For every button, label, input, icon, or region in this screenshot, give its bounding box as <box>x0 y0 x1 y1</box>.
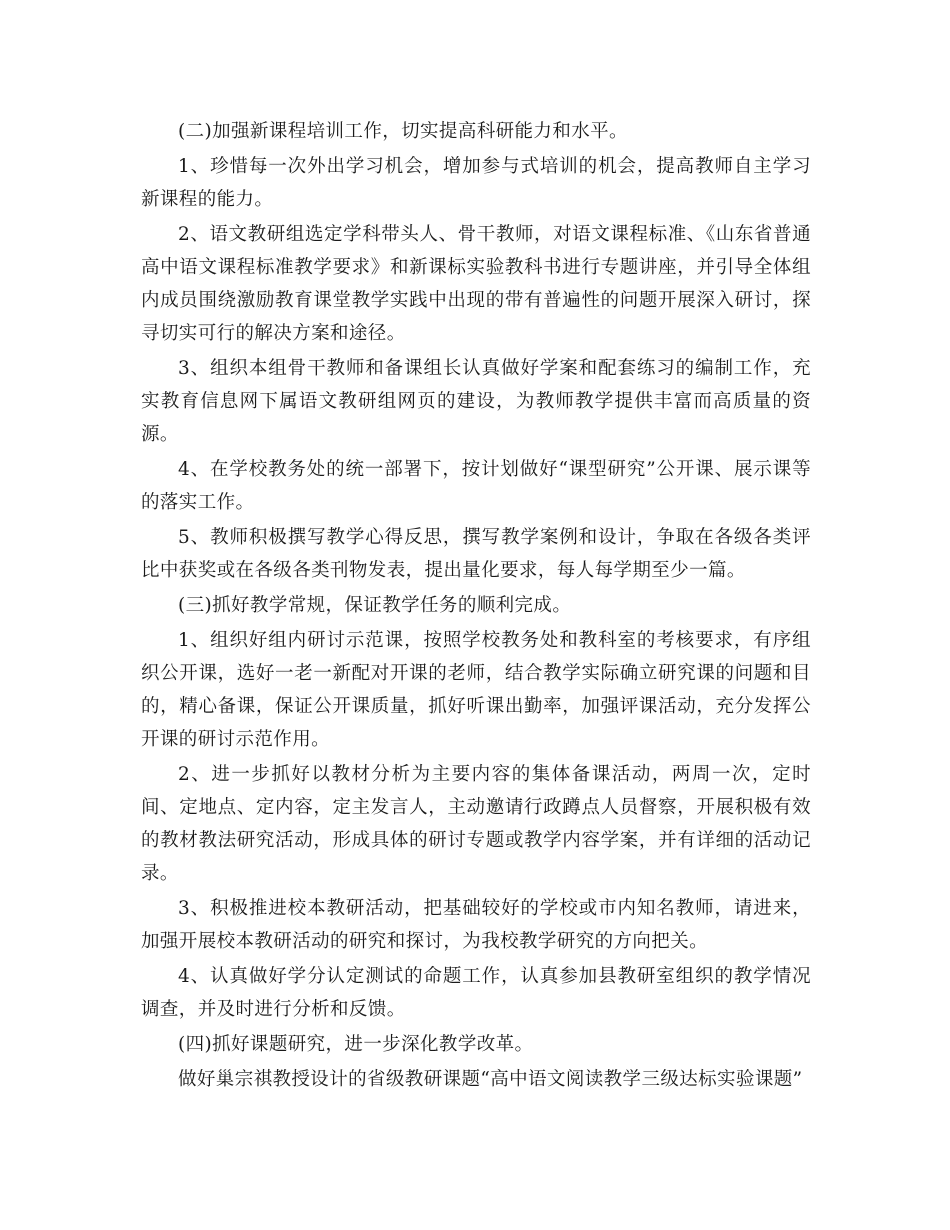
paragraph: 4、在学校教务处的统一部署下，按计划做好“课型研究”公开课、展示课等的落实工作。 <box>141 459 811 513</box>
paragraph: 2、进一步抓好以教材分析为主要内容的集体备课活动，两周一次，定时间、定地点、定内容，定主发言人，主动邀请行政蹲点人员督察，开展积极有效的教材教法研究活动，形成具体的研讨专题或教学内容学案，并有详细的活动记录。 <box>141 764 811 884</box>
paragraph: 1、珍惜每一次外出学习机会，增加参与式培训的机会，提高教师自主学习新课程的能力。 <box>141 156 811 210</box>
paragraph: 2、语文教研组选定学科带头人、骨干教师，对语文课程标准、《山东省普通高中语文课程标准教学要求》和新课标实验教科书进行专题讲座，并引导全体组内成员围绕激励教育课堂教学实践中出现的带有普遍性的问题开展深入研讨，探寻切实可行的解决方案和途径。 <box>141 224 811 344</box>
paragraph: 1、组织好组内研讨示范课，按照学校教务处和教科室的考核要求，有序组织公开课，选好一老一新配对开课的老师，结合教学实际确立研究课的问题和目的，精心备课，保证公开课质量，抓好听课出勤率，加强评课活动，充分发挥公开课的研讨示范作用。 <box>141 630 811 750</box>
section-heading-4: (四)抓好课题研究，进一步深化教学改革。 <box>178 1034 534 1055</box>
section-heading-3: (三)抓好教学常规，保证教学任务的顺利完成。 <box>178 595 572 616</box>
section-heading-2: (二)加强新课程培训工作，切实提高科研能力和水平。 <box>178 121 628 142</box>
document-body <box>141 115 811 1098</box>
paragraph: 4、认真做好学分认定测试的命题工作，认真参加县教研室组织的教学情况调查，并及时进行分析和反馈。 <box>141 966 811 1020</box>
paragraph: 3、积极推进校本教研活动，把基础较好的学校或市内知名教师，请进来，加强开展校本教研活动的研究和探讨，为我校教学研究的方向把关。 <box>141 898 811 952</box>
paragraph: 5、教师积极撰写教学心得反思，撰写教学案例和设计，争取在各级各类评比中获奖或在各级各类刊物发表，提出量化要求，每人每学期至少一篇。 <box>141 527 811 581</box>
paragraph: 做好巢宗祺教授设计的省级教研课题“高中语文阅读教学三级达标实验课题” <box>178 1069 803 1090</box>
paragraph: 3、组织本组骨干教师和备课组长认真做好学案和配套练习的编制工作，充实教育信息网下属语文教研组网页的建设，为教师教学提供丰富而高质量的资源。 <box>141 358 811 445</box>
